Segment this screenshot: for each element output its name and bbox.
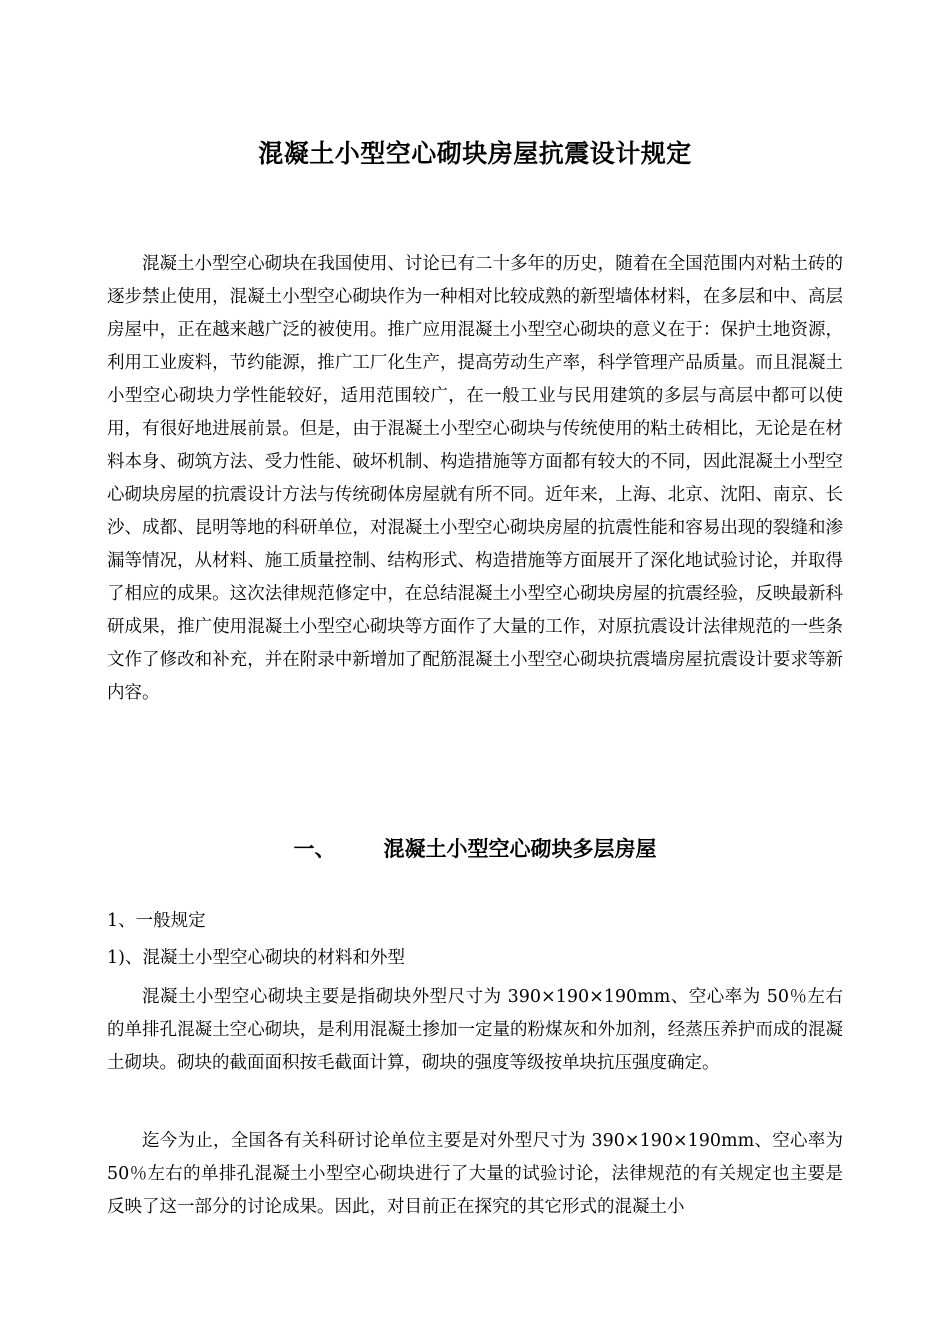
section-number: 一、 — [293, 836, 336, 861]
document-title: 混凝土小型空心砌块房屋抗震设计规定 — [258, 139, 692, 168]
subheading-general-rules: 1、一般规定 — [107, 911, 206, 931]
section-heading — [0, 832, 950, 866]
body-paragraph: 混凝土小型空心砌块主要是指砌块外型尺寸为 390×190×190mm、空心率为 50％左右的单排孔混凝土空心砌块，是利用混凝土掺加一定量的粉煤灰和外加剂，经蒸压养护而成的混凝土砌块。砌块的截面面积按毛截面计算，砌块的强度等级按单块抗压强度确定。 — [107, 987, 843, 1073]
body-paragraph: 迄今为止，全国各有关科研讨论单位主要是对外型尺寸为 390×190×190mm、空心率为 50％左右的单排孔混凝土小型空心砌块进行了大量的试验讨论，法律规范的有关规定也主要是反映了这一部分的讨论成果。因此，对目前正在探究的其它形式的混凝土小 — [107, 1131, 843, 1217]
subheading-material-shape: 1)、混凝土小型空心砌块的材料和外型 — [107, 948, 405, 968]
intro-paragraph: 混凝土小型空心砌块在我国使用、讨论已有二十多年的历史，随着在全国范围内对粘土砖的逐步禁止使用，混凝土小型空心砌块作为一种相对比较成熟的新型墙体材料，在多层和中、高层房屋中，正在越来越广泛的被使用。推广应用混凝土小型空心砌块的意义在于：保护土地资源，利用工业废料，节约能源，推广工厂化生产，提高劳动生产率，科学管理产品质量。而且混凝土小型空心砌块力学性能较好，适用范围较广，在一般工业与民用建筑的多层与高层中都可以使用，有很好地进展前景。但是，由于混凝土小型空心砌块与传统使用的粘土砖相比，无论是在材料本身、砌筑方法、受力性能、破坏机制、构造措施等方面都有较大的不同，因此混凝土小型空心砌块房屋的抗震设计方法与传统砌体房屋就有所不同。近年来，上海、北京、沈阳、南京、长沙、成都、昆明等地的科研单位，对混凝土小型空心砌块房屋的抗震性能和容易出现的裂缝和渗漏等情况，从材料、施工质量控制、结构形式、构造措施等方面展开了深化地试验讨论，并取得了相应的成果。这次法律规范修定中，在总结混凝土小型空心砌块房屋的抗震经验，反映最新科研成果，推广使用混凝土小型空心砌块等方面作了大量的工作，对原抗震设计法律规范的一些条文作了修改和补充，并在附录中新增加了配筋混凝土小型空心砌块抗震墙房屋抗震设计要求等新内容。 — [107, 254, 843, 703]
section-title: 混凝土小型空心砌块多层房屋 — [383, 836, 657, 861]
